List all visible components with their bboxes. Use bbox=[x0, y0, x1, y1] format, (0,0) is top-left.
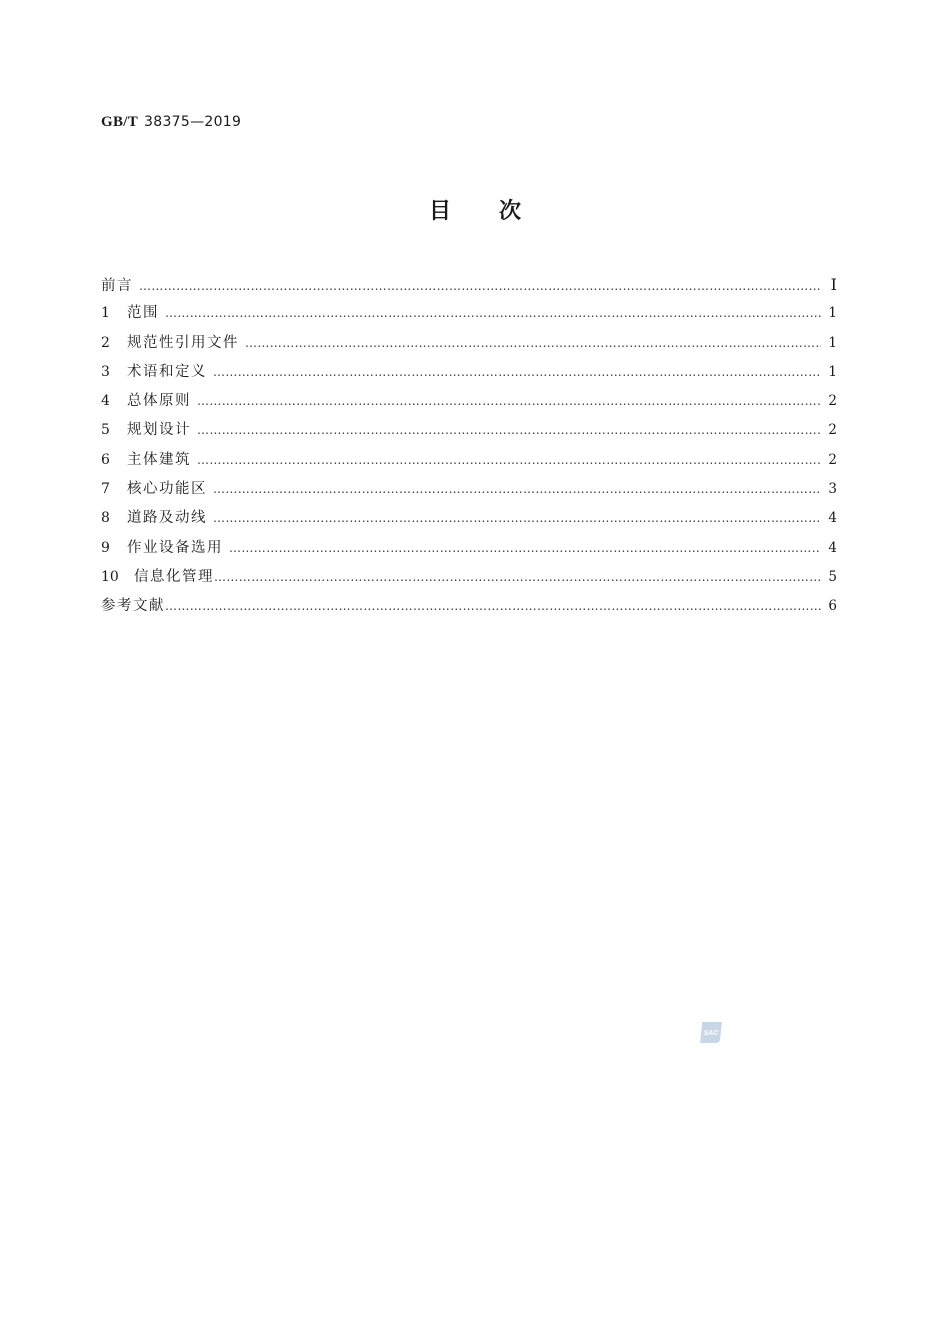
toc-entry-page: Ⅰ bbox=[830, 275, 837, 294]
sac-logo bbox=[698, 1020, 724, 1044]
toc-entry-number: 3 bbox=[101, 363, 110, 380]
toc-entry-label: 术语和定义 bbox=[127, 363, 207, 380]
toc-entry-label: 参考文献 bbox=[101, 598, 165, 615]
toc-leader-dots bbox=[229, 534, 821, 563]
toc-entry-label: 作业设备选用 bbox=[127, 539, 223, 556]
toc-leader-dots bbox=[165, 299, 821, 328]
toc-entry-1[interactable] bbox=[101, 299, 837, 328]
toc-entry-page: 1 bbox=[828, 334, 837, 351]
toc-entry-number: 8 bbox=[101, 510, 110, 527]
toc-entry-number: 6 bbox=[101, 451, 110, 468]
toc-entry-foreword[interactable] bbox=[101, 270, 837, 299]
toc-entry-label: 主体建筑 bbox=[127, 451, 191, 468]
toc-entry-number: 10 bbox=[101, 568, 119, 585]
toc-entry-number: 5 bbox=[101, 422, 110, 439]
toc-entry-bibliography[interactable] bbox=[101, 592, 837, 621]
toc-entry-number: 7 bbox=[101, 481, 110, 498]
toc-entry-4[interactable] bbox=[101, 387, 837, 416]
toc-entry-8[interactable] bbox=[101, 504, 837, 533]
standard-number: 38375—2019 bbox=[144, 114, 242, 130]
toc-entry-label: 道路及动线 bbox=[127, 510, 207, 527]
toc-entry-label: 规划设计 bbox=[127, 422, 191, 439]
toc-leader-dots bbox=[214, 563, 821, 592]
toc-title: 目次 bbox=[428, 199, 569, 224]
toc-entry-page: 2 bbox=[828, 451, 837, 468]
toc-entry-label: 范围 bbox=[127, 305, 159, 322]
toc-leader-dots bbox=[245, 329, 821, 358]
toc-entry-page: 6 bbox=[828, 598, 837, 615]
standard-prefix: GB/T bbox=[101, 114, 139, 130]
toc-entry-number: 2 bbox=[101, 334, 110, 351]
toc-entry-7[interactable] bbox=[101, 475, 837, 504]
toc-entry-number: 4 bbox=[101, 393, 110, 410]
toc-leader-dots bbox=[197, 387, 821, 416]
toc-leader-dots bbox=[213, 475, 821, 504]
toc-leader-dots bbox=[139, 272, 821, 301]
toc-entry-page: 4 bbox=[828, 510, 837, 527]
toc-entry-label: 总体原则 bbox=[127, 393, 191, 410]
toc-leader-dots bbox=[197, 446, 821, 475]
toc-entry-label: 前言 bbox=[101, 278, 133, 294]
toc-entry-page: 3 bbox=[828, 481, 837, 498]
toc-entry-6[interactable] bbox=[101, 446, 837, 475]
toc-entry-10[interactable] bbox=[101, 563, 837, 592]
toc-entry-3[interactable] bbox=[101, 358, 837, 387]
toc-leader-dots bbox=[213, 358, 821, 387]
toc-entry-page: 4 bbox=[828, 539, 837, 556]
toc-entry-5[interactable] bbox=[101, 416, 837, 445]
toc-entry-page: 1 bbox=[828, 305, 837, 322]
toc-entry-page: 2 bbox=[828, 422, 837, 439]
toc-entry-9[interactable] bbox=[101, 534, 837, 563]
toc-entry-number: 1 bbox=[101, 305, 110, 322]
toc-leader-dots bbox=[165, 592, 821, 621]
toc-entry-number: 9 bbox=[101, 539, 110, 556]
toc-entry-label: 信息化管理 bbox=[134, 568, 214, 585]
toc-leader-dots bbox=[213, 504, 821, 533]
toc-entry-label: 核心功能区 bbox=[127, 481, 207, 498]
toc-entry-2[interactable] bbox=[101, 329, 837, 358]
table-of-contents bbox=[101, 270, 837, 622]
toc-entry-label: 规范性引用文件 bbox=[127, 334, 239, 351]
standard-code bbox=[101, 114, 241, 131]
toc-entry-page: 1 bbox=[828, 363, 837, 380]
toc-entry-page: 5 bbox=[828, 568, 837, 585]
toc-entry-page: 2 bbox=[828, 393, 837, 410]
toc-leader-dots bbox=[197, 416, 821, 445]
svg-text:SAC: SAC bbox=[703, 1030, 719, 1037]
